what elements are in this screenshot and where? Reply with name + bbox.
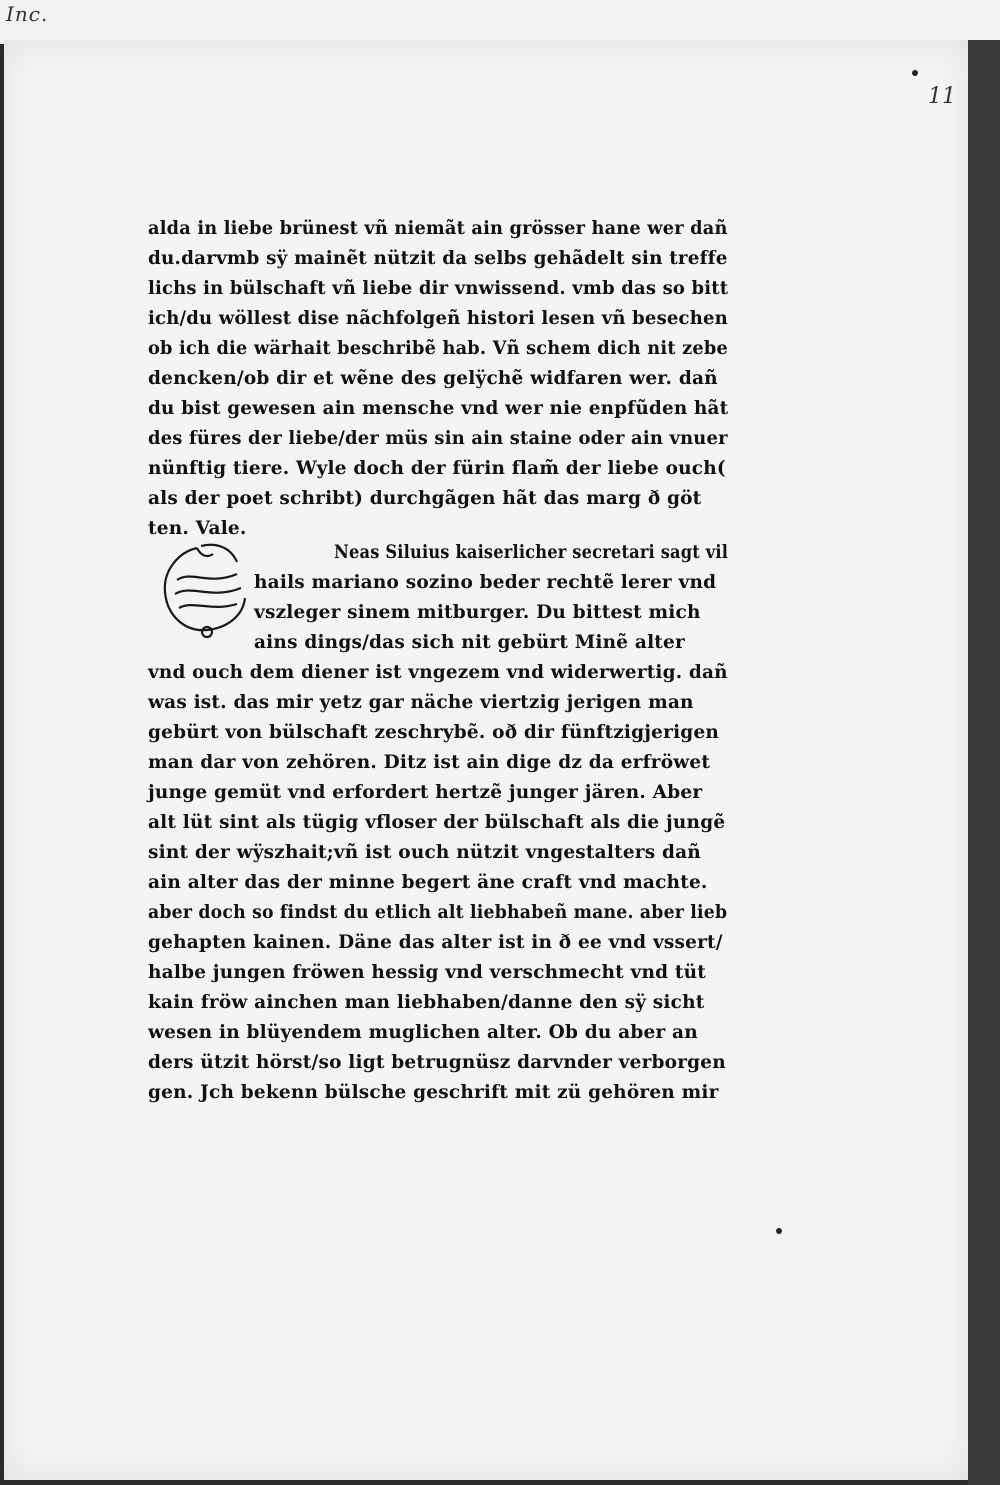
- text-line: du.darvmb sÿ mainẽt nützit da selbs gehãdelt sin treffe: [148, 248, 728, 269]
- text-line: gen. Jch bekenn bülsche geschrift mit zü gehören mir: [148, 1082, 719, 1103]
- text-line: als der poet schribt) durchgãgen hãt das marg ð göt: [148, 488, 702, 509]
- text-line: ob ich die wärhait beschribẽ hab. Vñ schem dich nit zebe: [148, 338, 728, 359]
- text-line: junge gemüt vnd erfordert hertzẽ junger jären. Aber: [148, 782, 703, 803]
- text-line: ain alter das der minne begert äne craft vnd machte.: [148, 872, 708, 893]
- text-line: dencken/ob dir et wẽne des gelÿchẽ widfaren wer. dañ: [148, 368, 718, 389]
- text-line: man dar von zehören. Ditz ist ain dige dz da erfröwet: [148, 752, 711, 773]
- text-line: ich/du wöllest dise nãchfolgeñ histori lesen vñ besechen: [148, 308, 728, 329]
- shelfmark-note: Inc.: [6, 2, 49, 26]
- text-line: kain fröw ainchen man liebhaben/danne den sÿ sicht: [148, 992, 705, 1013]
- decorated-initial: [157, 540, 249, 640]
- text-line: halbe jungen fröwen hessig vnd verschmecht vnd tüt: [148, 962, 707, 983]
- scan-top-strip: [0, 0, 1000, 44]
- text-line: vnd ouch dem diener ist vngezem vnd widerwertig. dañ: [148, 662, 728, 683]
- ink-speck: [776, 1228, 782, 1234]
- text-line: hails mariano sozino beder rechtẽ lerer vnd: [254, 572, 717, 593]
- ink-speck: [912, 70, 918, 76]
- text-line: alt lüt sint als tügig vfloser der bülschaft als die jungẽ: [148, 812, 726, 833]
- text-line: gebürt von bülschaft zeschrybẽ. oð dir fünftzigjerigen: [148, 722, 720, 743]
- folio-number: 11: [928, 84, 956, 109]
- page-edge: [968, 40, 1000, 1485]
- text-line: alda in liebe brünest vñ niemãt ain grösser hane wer dañ: [148, 218, 728, 239]
- text-line: nünftig tiere. Wyle doch der fürin flam̃ der liebe ouch(: [148, 458, 726, 479]
- text-line: aber doch so findst du etlich alt liebhabeñ mane. aber lieb: [148, 902, 728, 923]
- text-line: lichs in bülschaft vñ liebe dir vnwissend. vmb das so bitt: [148, 278, 729, 299]
- text-line: ains dings/das sich nit gebürt Minẽ alter: [254, 632, 685, 653]
- text-line: du bist gewesen ain mensche vnd wer nie enpfũden hãt: [148, 398, 729, 419]
- text-line: des füres der liebe/der müs sin ain staine oder ain vnuer: [148, 428, 728, 449]
- text-line: sint der wÿszhait;vñ ist ouch nützit vngestalters dañ: [148, 842, 701, 863]
- text-line: ten. Vale.: [148, 518, 247, 539]
- text-line: was ist. das mir yetz gar näche viertzig jerigen man: [148, 692, 694, 713]
- text-line: vszleger sinem mitburger. Du bittest mich: [254, 602, 701, 623]
- text-line: gehapten kainen. Däne das alter ist in ð ee vnd vssert/: [148, 932, 723, 953]
- text-line: wesen in blüyendem muglichen alter. Ob du aber an: [148, 1022, 698, 1043]
- text-line: ders ützit hörst/so ligt betrugnüsz darvnder verborgen: [148, 1052, 726, 1073]
- text-line: Neas Siluius kaiserlicher secretari sagt vil: [334, 542, 729, 563]
